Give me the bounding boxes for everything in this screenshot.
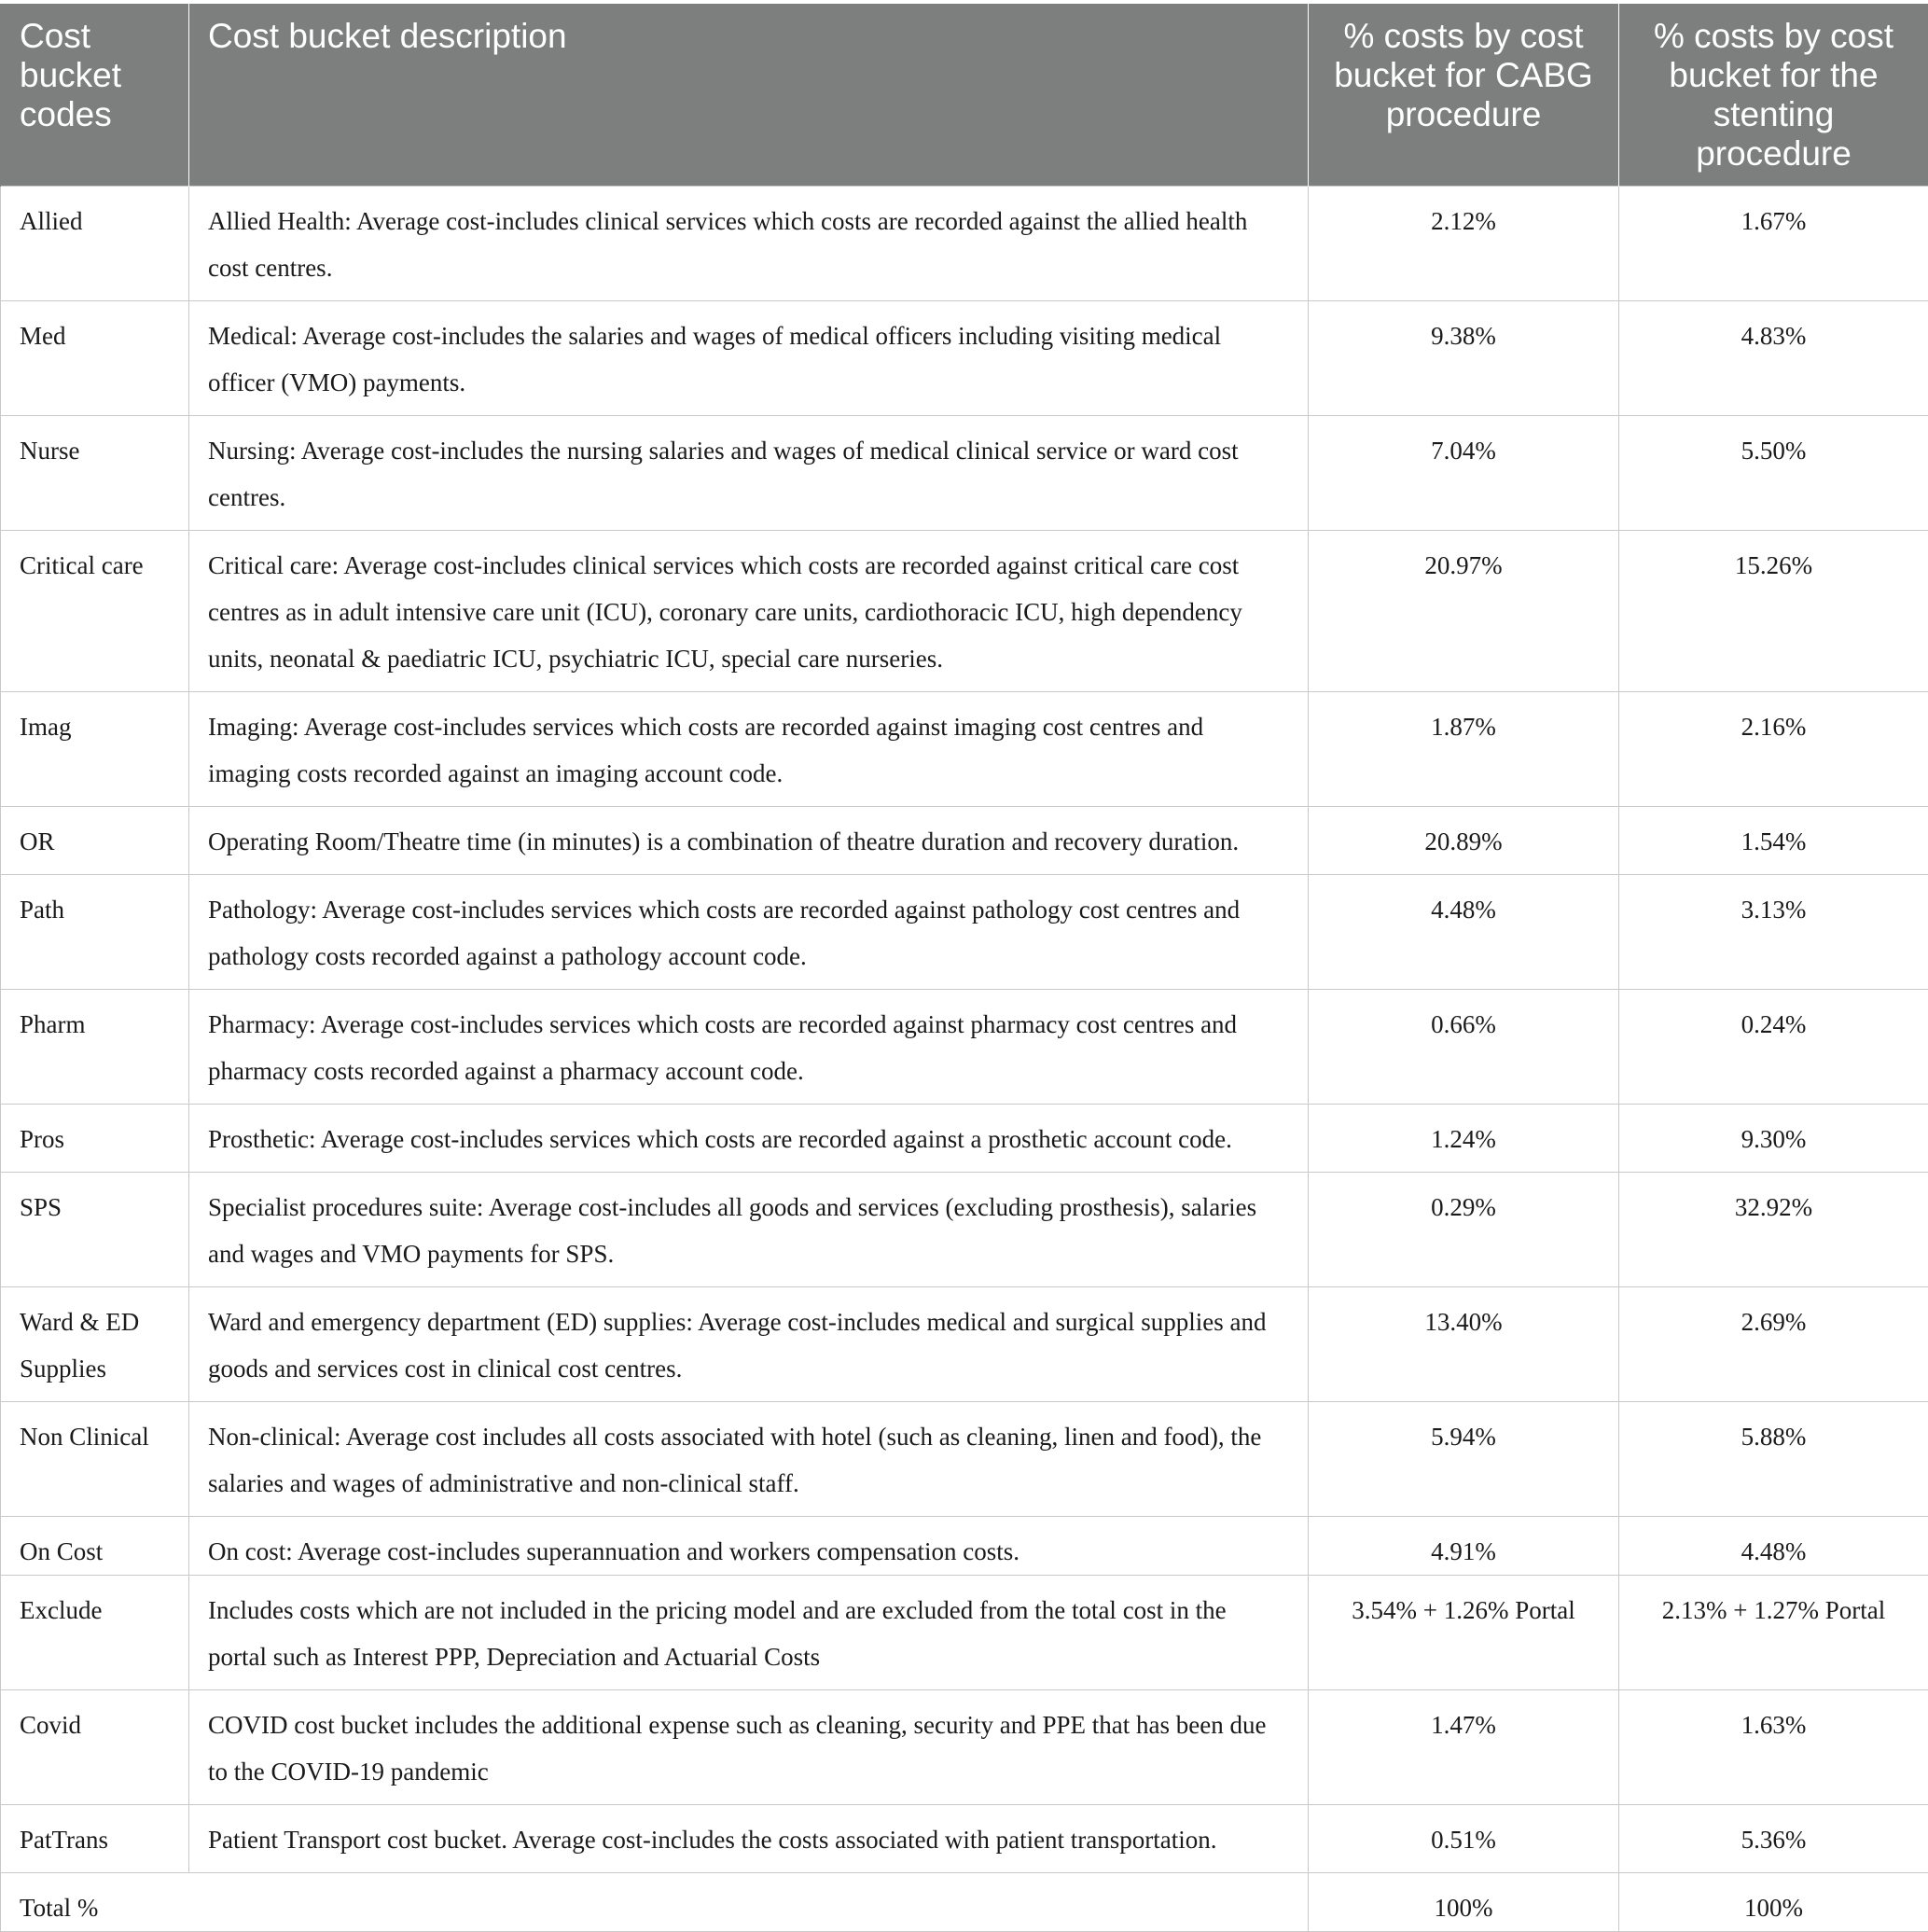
cell-cabg: 0.51% bbox=[1309, 1804, 1619, 1872]
cell-stenting: 5.50% bbox=[1619, 415, 1928, 530]
header-code: Cost bucket codes bbox=[1, 4, 189, 186]
cell-stenting: 2.16% bbox=[1619, 691, 1928, 806]
table-row bbox=[1, 1104, 1928, 1172]
cell-code: Allied bbox=[1, 186, 189, 300]
cell-description: Operating Room/Theatre time (in minutes) is a combination of theatre duration and recovery duration. bbox=[189, 806, 1309, 874]
cell-description: Includes costs which are not included in the pricing model and are excluded from the total cost in the portal such as Interest PPP, Depreciation and Actuarial Costs bbox=[189, 1575, 1309, 1689]
cell-description: COVID cost bucket includes the additional expense such as cleaning, security and PPE that has been due to the COVID-19 pandemic bbox=[189, 1689, 1309, 1804]
total-cabg: 100% bbox=[1309, 1872, 1619, 1931]
table-row bbox=[1, 1804, 1928, 1872]
cell-cabg: 9.38% bbox=[1309, 300, 1619, 415]
cell-code: Pharm bbox=[1, 989, 189, 1104]
table-row bbox=[1, 1689, 1928, 1804]
cell-stenting: 3.13% bbox=[1619, 874, 1928, 989]
table-body bbox=[1, 186, 1928, 1931]
cell-code: Non Clinical bbox=[1, 1401, 189, 1516]
header-stenting: % costs by cost bucket for the stenting procedure bbox=[1619, 4, 1928, 186]
cell-cabg: 20.89% bbox=[1309, 806, 1619, 874]
cell-stenting: 4.83% bbox=[1619, 300, 1928, 415]
cell-stenting: 1.54% bbox=[1619, 806, 1928, 874]
cell-code: On Cost bbox=[1, 1516, 189, 1575]
cell-stenting: 15.26% bbox=[1619, 530, 1928, 691]
cell-code: Covid bbox=[1, 1689, 189, 1804]
cell-stenting: 32.92% bbox=[1619, 1172, 1928, 1286]
total-label: Total % bbox=[1, 1872, 1309, 1931]
cell-cabg: 4.91% bbox=[1309, 1516, 1619, 1575]
total-row bbox=[1, 1872, 1928, 1931]
cell-code: PatTrans bbox=[1, 1804, 189, 1872]
cell-stenting: 5.88% bbox=[1619, 1401, 1928, 1516]
cell-stenting: 9.30% bbox=[1619, 1104, 1928, 1172]
cell-cabg: 1.87% bbox=[1309, 691, 1619, 806]
cell-cabg: 13.40% bbox=[1309, 1286, 1619, 1401]
cell-stenting: 5.36% bbox=[1619, 1804, 1928, 1872]
cell-description: Prosthetic: Average cost-includes services which costs are recorded against a prosthetic account code. bbox=[189, 1104, 1309, 1172]
table-row bbox=[1, 530, 1928, 691]
table-row bbox=[1, 300, 1928, 415]
cell-code: Path bbox=[1, 874, 189, 989]
table-row bbox=[1, 989, 1928, 1104]
cell-description: Pathology: Average cost-includes services which costs are recorded against pathology cost centres and pathology costs recorded against a pathology account code. bbox=[189, 874, 1309, 989]
cell-stenting: 1.67% bbox=[1619, 186, 1928, 300]
cell-code: Critical care bbox=[1, 530, 189, 691]
cell-stenting: 4.48% bbox=[1619, 1516, 1928, 1575]
table-row bbox=[1, 1286, 1928, 1401]
cell-cabg: 0.29% bbox=[1309, 1172, 1619, 1286]
table-row bbox=[1, 806, 1928, 874]
cell-code: SPS bbox=[1, 1172, 189, 1286]
cell-cabg: 4.48% bbox=[1309, 874, 1619, 989]
cost-bucket-table bbox=[0, 4, 1928, 1932]
cell-cabg: 0.66% bbox=[1309, 989, 1619, 1104]
cell-description: Ward and emergency department (ED) supplies: Average cost-includes medical and surgical supplies and goods and services cost in clinical cost centres. bbox=[189, 1286, 1309, 1401]
cell-code: Exclude bbox=[1, 1575, 189, 1689]
header-cabg: % costs by cost bucket for CABG procedure bbox=[1309, 4, 1619, 186]
table-row bbox=[1, 186, 1928, 300]
cell-description: Patient Transport cost bucket. Average cost-includes the costs associated with patient transportation. bbox=[189, 1804, 1309, 1872]
cell-description: Nursing: Average cost-includes the nursing salaries and wages of medical clinical service or ward cost centres. bbox=[189, 415, 1309, 530]
cell-cabg: 3.54% + 1.26% Portal bbox=[1309, 1575, 1619, 1689]
cell-description: Non-clinical: Average cost includes all costs associated with hotel (such as cleaning, linen and food), the salaries and wages of administrative and non-clinical staff. bbox=[189, 1401, 1309, 1516]
table-row bbox=[1, 1172, 1928, 1286]
cell-stenting: 2.13% + 1.27% Portal bbox=[1619, 1575, 1928, 1689]
cell-description: Imaging: Average cost-includes services which costs are recorded against imaging cost centres and imaging costs recorded against an imaging account code. bbox=[189, 691, 1309, 806]
table-header bbox=[1, 4, 1928, 186]
total-stenting: 100% bbox=[1619, 1872, 1928, 1931]
cell-code: Nurse bbox=[1, 415, 189, 530]
cell-cabg: 1.47% bbox=[1309, 1689, 1619, 1804]
cell-cabg: 7.04% bbox=[1309, 415, 1619, 530]
cell-description: Critical care: Average cost-includes clinical services which costs are recorded against critical care cost centres as in adult intensive care unit (ICU), coronary care units, cardiothoracic ICU, high dependency units, neonatal & paediatric ICU, psychiatric ICU, special care nurseries. bbox=[189, 530, 1309, 691]
table-row bbox=[1, 415, 1928, 530]
table-row bbox=[1, 691, 1928, 806]
cell-code: Imag bbox=[1, 691, 189, 806]
cell-cabg: 20.97% bbox=[1309, 530, 1619, 691]
cell-cabg: 5.94% bbox=[1309, 1401, 1619, 1516]
table-row bbox=[1, 1401, 1928, 1516]
cell-cabg: 2.12% bbox=[1309, 186, 1619, 300]
cell-description: On cost: Average cost-includes superannuation and workers compensation costs. bbox=[189, 1516, 1309, 1575]
table-row bbox=[1, 1516, 1928, 1575]
cell-cabg: 1.24% bbox=[1309, 1104, 1619, 1172]
cell-code: Med bbox=[1, 300, 189, 415]
cell-description: Pharmacy: Average cost-includes services which costs are recorded against pharmacy cost centres and pharmacy costs recorded against a pharmacy account code. bbox=[189, 989, 1309, 1104]
table-row bbox=[1, 874, 1928, 989]
cell-stenting: 0.24% bbox=[1619, 989, 1928, 1104]
cell-code: Ward & ED Supplies bbox=[1, 1286, 189, 1401]
header-row bbox=[1, 4, 1928, 186]
cell-code: Pros bbox=[1, 1104, 189, 1172]
cell-code: OR bbox=[1, 806, 189, 874]
cell-stenting: 2.69% bbox=[1619, 1286, 1928, 1401]
table-row bbox=[1, 1575, 1928, 1689]
cell-description: Allied Health: Average cost-includes clinical services which costs are recorded against the allied health cost centres. bbox=[189, 186, 1309, 300]
cell-description: Medical: Average cost-includes the salaries and wages of medical officers including visiting medical officer (VMO) payments. bbox=[189, 300, 1309, 415]
cell-stenting: 1.63% bbox=[1619, 1689, 1928, 1804]
header-description: Cost bucket description bbox=[189, 4, 1309, 186]
cell-description: Specialist procedures suite: Average cost-includes all goods and services (excluding prosthesis), salaries and wages and VMO payments for SPS. bbox=[189, 1172, 1309, 1286]
